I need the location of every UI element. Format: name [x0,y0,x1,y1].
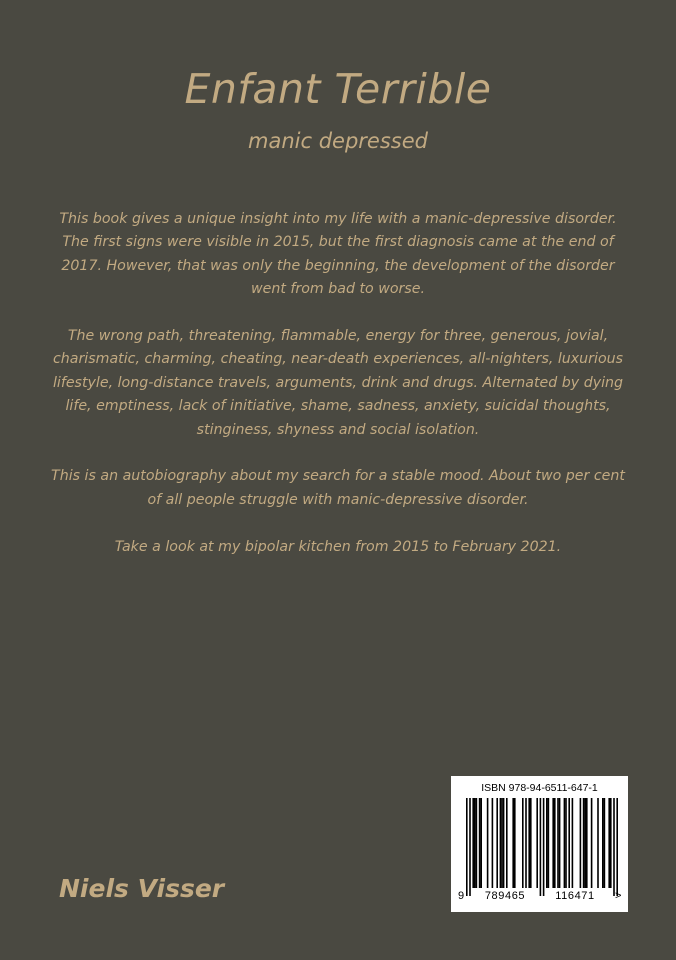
barcode-bar [487,798,489,888]
barcode-bar [500,798,502,888]
barcode-bar [492,798,494,888]
barcode-bar [522,798,524,888]
blurb-paragraph-4: Take a look at my bipolar kitchen from 2015 to February 2021. [114,538,562,555]
barcode-bar [546,798,548,888]
barcode-bar [584,798,586,888]
barcode-bar [597,798,599,888]
barcode-digit-first: 9 [458,890,465,902]
barcode-bar [525,798,527,888]
blurb-paragraph-3: This is an autobiography about my search for a stable mood. About two per cent of all people struggle with manic-depressive disorder. [51,468,625,508]
barcode-bar [591,798,593,888]
barcode-bar [608,798,610,888]
isbn-barcode [451,776,628,912]
barcode-bar [568,798,570,888]
book-subtitle: manic depressed [248,129,428,153]
barcode-bar [501,798,503,888]
barcode-guard-bar [613,798,615,896]
barcode-digits-end: > [615,890,622,902]
barcode-bar [506,798,508,888]
barcode-bar [474,798,476,888]
blurb [50,208,626,582]
barcode-bar [472,798,474,888]
barcode-bar [602,798,604,888]
barcode-bar [528,798,530,888]
barcode-bar [586,798,588,888]
barcode-bar [480,798,482,888]
barcode-guard-bar [469,798,471,896]
book-title: Enfant Terrible [184,65,492,113]
barcode-guard-bar [540,798,542,896]
barcode-bar [476,798,478,888]
barcode-bar [580,798,582,888]
barcode-digits-group-2: 116471 [555,890,595,902]
barcode-bar [583,798,585,888]
barcode-bar [514,798,516,888]
barcode-bar [552,798,554,888]
barcode-guard-bar [616,798,618,896]
blurb-paragraph-1: This book gives a unique insight into my life with a manic-depressive disorder. The first signs were visible in 2015, but the first diagnosis came at the end of 2017. However, that was only the beginning, the development of the disorder went from bad to worse. [59,211,617,298]
barcode-bar [512,798,514,888]
author-name: Niels Visser [59,874,225,903]
barcode-bar [530,798,532,888]
barcode-bar [564,798,566,888]
barcode-bar [610,798,612,888]
barcode-bar [536,798,538,888]
barcode-bar [479,798,481,888]
barcode-bar [559,798,561,888]
barcode-bar [548,798,550,888]
isbn-label: ISBN 978-94-6511-647-1 [481,782,598,794]
barcode-bar [554,798,556,888]
barcode-bar [604,798,606,888]
barcode-bar [557,798,559,888]
barcode-bar [503,798,505,888]
barcode-guard-bar [543,798,545,896]
barcode-bar [565,798,567,888]
blurb-paragraph-2: The wrong path, threatening, flammable, energy for three, generous, jovial, charismatic, charming, cheating, near-death experiences, all-nighters, luxurious lifestyle, long-distance travels, arguments, drink and drugs. Alternated by dying life, emptiness, lack of initiative, shame, sadness, anxiety, suicidal thoughts, stinginess, shyness and social isolation. [52,328,624,438]
barcode-guard-bar [466,798,468,896]
barcode-bar [572,798,574,888]
barcode-digits-group-1: 789465 [484,890,526,902]
barcode-bar [496,798,498,888]
